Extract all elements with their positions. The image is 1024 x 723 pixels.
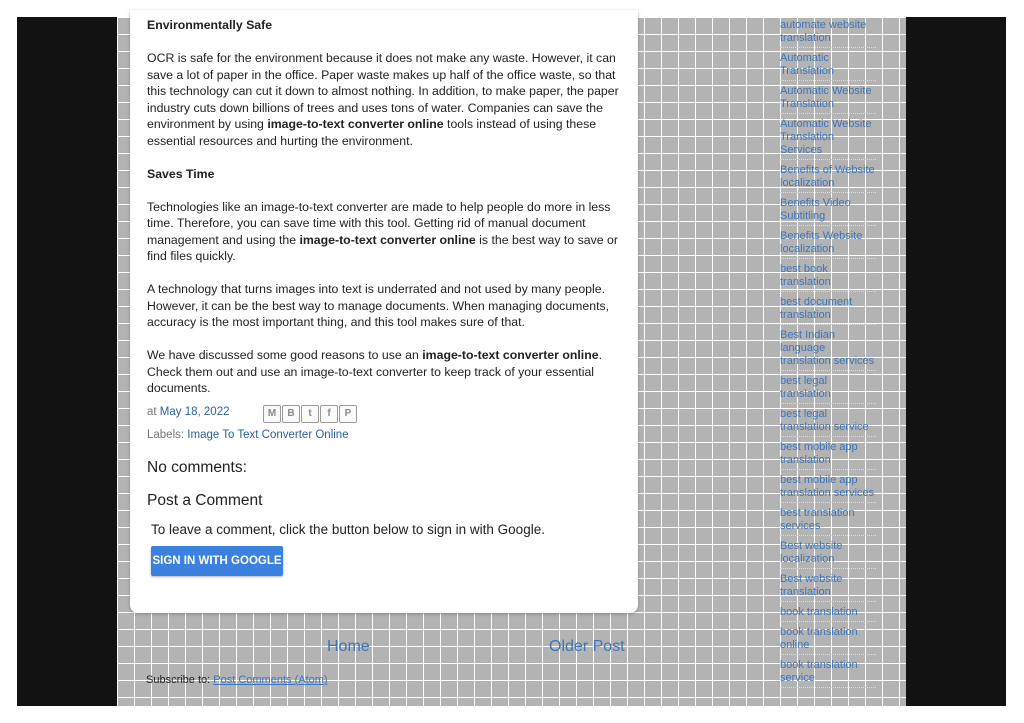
post-date-link[interactable]: May 18, 2022 xyxy=(159,406,230,418)
section-heading-saves-time: Saves Time xyxy=(147,166,215,181)
pinterest-share-icon[interactable]: P xyxy=(339,405,357,423)
sidebar-label-link[interactable]: Benefits Website localization xyxy=(780,230,876,259)
post-comment-title: Post a Comment xyxy=(147,492,263,509)
sidebar-label-link[interactable]: Benefits of Website localization xyxy=(780,164,876,193)
keyword-bold: image-to-text converter online xyxy=(299,232,476,247)
blogger-share-icon[interactable]: B xyxy=(282,405,300,423)
sidebar-label-link[interactable]: Automatic Website Translation xyxy=(780,85,876,114)
sidebar-label-link[interactable]: Best Indian language translation services xyxy=(780,329,876,371)
paragraph-conclusion: We have discussed some good reasons to use an image-to-text converter online. Check them out and use an image-to-text converter to keep track of your essential documents. xyxy=(147,348,602,395)
keyword-bold: image-to-text converter online xyxy=(267,117,444,131)
sidebar-label-link[interactable]: book translation online xyxy=(780,626,876,655)
sidebar-label-link[interactable]: best mobile app translation services xyxy=(780,474,876,503)
no-comments-title: No comments: xyxy=(147,459,247,476)
sign-in-with-google-button[interactable]: SIGN IN WITH GOOGLE xyxy=(151,546,283,576)
sidebar-label-link[interactable]: best legal translation service xyxy=(780,408,876,437)
sidebar-label-link[interactable]: best mobile app translation xyxy=(780,441,876,470)
paragraph-saves-time: Technologies like an image-to-text converter are made to help people do more in less time. Therefore, you can save time with this tool. Getting rid of manual document management and using the image-to-text converter online is the best way to save or find files quickly. xyxy=(147,199,618,263)
post-date-line: at May 18, 2022 xyxy=(147,406,230,418)
sidebar-label-link[interactable]: Best website translation xyxy=(780,573,876,602)
paragraph-underrated: A technology that turns images into text is underrated and not used by many people. However, it can be the best way to manage documents. When managing documents, accuracy is the most important thing, and this tool makes sure of that. xyxy=(147,282,610,329)
post-body xyxy=(147,17,622,397)
sidebar-label-link[interactable]: Best website localization xyxy=(780,540,876,569)
sidebar-label-link[interactable]: best legal translation xyxy=(780,375,876,404)
sidebar-label-link[interactable]: automate website translation xyxy=(780,19,876,48)
sidebar-label-link[interactable]: Automatic Website Translation Services xyxy=(780,118,876,160)
sidebar-label-link[interactable]: Automatic Translation xyxy=(780,52,876,81)
sidebar-labels-list xyxy=(780,19,877,692)
subscribe-line: Subscribe to: Post Comments (Atom) xyxy=(146,674,328,686)
email-share-icon[interactable]: M xyxy=(263,405,281,423)
sidebar-label-link[interactable]: Benefits Video Subtitling xyxy=(780,197,876,226)
sidebar-label-link[interactable]: best translation services xyxy=(780,507,876,536)
share-buttons xyxy=(263,405,357,422)
post-comments-atom-link[interactable]: Post Comments (Atom) xyxy=(213,674,328,686)
keyword-bold: image-to-text converter online xyxy=(422,348,599,362)
twitter-share-icon[interactable]: t xyxy=(301,405,319,423)
comment-sign-in-message: To leave a comment, click the button below to sign in with Google. xyxy=(151,522,545,537)
post-labels: Labels: Image To Text Converter Online xyxy=(147,429,349,441)
paragraph-environment: OCR is safe for the environment because it does not make any waste. However, it can save a lot of paper in the office. Paper waste makes up half of the office waste, so that this technology can cut it down to almost nothing. In addition, to make paper, the paper industry cuts down billions of trees and uses tons of water. Companies can save the environment by using image-to-text converter online tools instead of using these essential resources and hurting the environment. xyxy=(147,51,619,148)
sidebar-label-link[interactable]: best book translation xyxy=(780,263,876,292)
section-heading-environmentally-safe: Environmentally Safe xyxy=(147,18,273,32)
sidebar-label-link[interactable]: book translation xyxy=(780,606,876,622)
sidebar-label-link[interactable]: best document translation xyxy=(780,296,876,325)
home-link[interactable]: Home xyxy=(327,638,370,655)
label-link[interactable]: Image To Text Converter Online xyxy=(187,429,349,441)
sidebar-label-link[interactable]: book translation service xyxy=(780,659,876,688)
facebook-share-icon[interactable]: f xyxy=(320,405,338,423)
older-post-link[interactable]: Older Post xyxy=(549,638,625,655)
